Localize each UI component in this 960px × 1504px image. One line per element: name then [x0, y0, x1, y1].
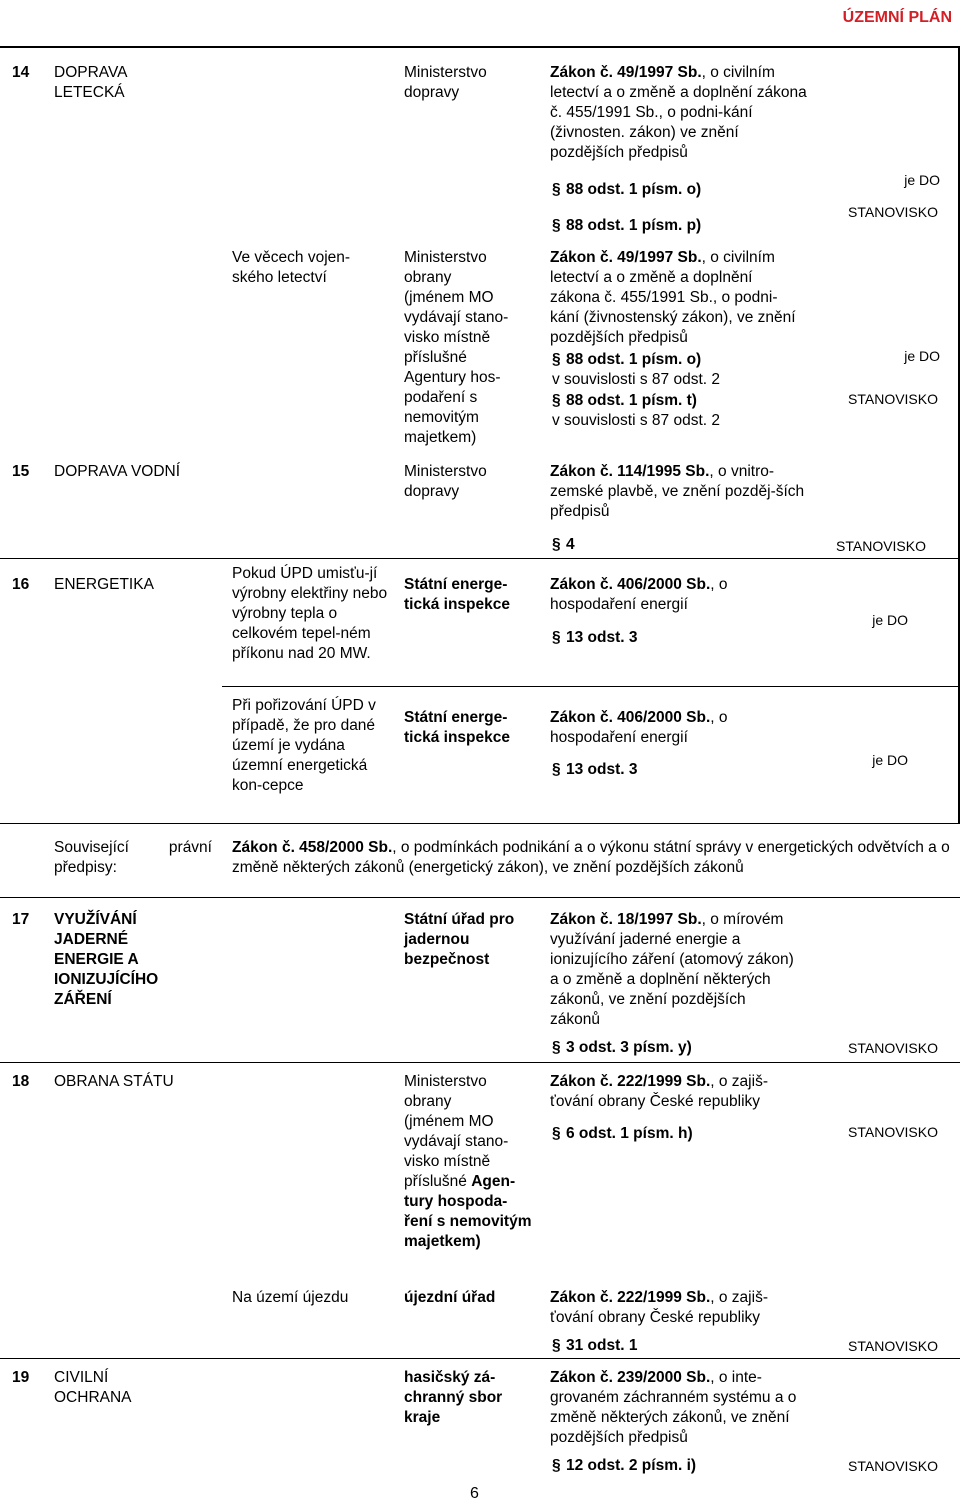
row-14b-authority-line2: obrany — [404, 269, 452, 286]
row-16-top-border — [0, 558, 960, 559]
row-16-law — [550, 575, 780, 615]
row-16-paragraph-1 — [552, 628, 638, 648]
page-number: 6 — [470, 1485, 479, 1502]
related-law-title: Zákon č. 458/2000 Sb. — [232, 839, 393, 856]
row-14b-law-description: , o civilním letectví a o změně a doplnění zákona č. 455/1991 Sb., o podni-kání (živnostenský zákon), ve znění pozdějších předpisů — [550, 249, 796, 346]
row-14-law-title: Zákon č. 49/1997 Sb. — [550, 64, 702, 81]
row-16b-top-border — [222, 686, 958, 687]
related-legislation-label — [54, 838, 212, 878]
row-16-subject: ENERGETIKA — [54, 576, 154, 593]
row-16b-status-je-do: je DO — [872, 752, 908, 768]
row-17-subject: VYUŽÍVÁNÍ JADERNÉ ENERGIE A IONIZUJÍCÍHO ZÁŘENÍ — [54, 911, 159, 1008]
row-15-paragraph-1 — [552, 535, 575, 555]
row-15-number: 15 — [12, 463, 30, 480]
row-18-law-title: Zákon č. 222/1999 Sb. — [550, 1073, 711, 1090]
row-18-authority-line2: obrany — [404, 1093, 452, 1110]
row-18b-authority: újezdní úřad — [404, 1289, 496, 1306]
row-18-law — [550, 1072, 800, 1112]
row-19-authority: hasičský zá-chranný sbor kraje — [404, 1369, 503, 1426]
row-14b-paragraph-2-text: 88 odst. 1 písm. t) — [566, 392, 697, 409]
section-sign: § — [552, 761, 561, 778]
row-15-status-stanovisko: STANOVISKO — [836, 538, 926, 554]
row-14b-law — [550, 248, 800, 348]
row-19-law-description: , o inte-grovaném záchranném systému a o změně některých zákonů, ve znění pozdějších předpisů — [550, 1369, 797, 1446]
row-19-law — [550, 1368, 810, 1448]
row-14-paragraph-2-text: 88 odst. 1 písm. p) — [566, 217, 702, 234]
row-18b-paragraph-1-text: 31 odst. 1 — [566, 1337, 638, 1354]
row-14b-law-title: Zákon č. 49/1997 Sb. — [550, 249, 702, 266]
row-17-number: 17 — [12, 911, 30, 928]
row-14-authority: Ministerstvo dopravy — [404, 64, 487, 101]
row-18b-paragraph-1 — [552, 1336, 638, 1356]
row-14-paragraph-1-text: 88 odst. 1 písm. o) — [566, 181, 702, 198]
row-18-authority-line1: Ministerstvo — [404, 1073, 487, 1090]
row-18b-law-title: Zákon č. 222/1999 Sb. — [550, 1289, 711, 1306]
row-16b-law — [550, 708, 780, 748]
row-17-authority: Státní úřad pro jadernou bezpečnost — [404, 911, 515, 968]
section-sign: § — [552, 351, 561, 368]
related-label-line2: předpisy: — [54, 859, 117, 876]
table-divider-2 — [0, 897, 960, 898]
row-14-paragraph-1 — [552, 180, 701, 200]
row-16-condition: Pokud ÚPD umisťu-jí výrobny elektřiny nebo výrobny tepla o celkovém tepel-ném příkonu nad 20 MW. — [232, 565, 388, 662]
related-label-right: právní — [168, 839, 212, 856]
section-sign: § — [552, 536, 561, 553]
row-19-law-title: Zákon č. 239/2000 Sb. — [550, 1369, 711, 1386]
row-18-number: 18 — [12, 1073, 30, 1090]
row-18-authority-rest — [404, 1112, 534, 1252]
section-sign: § — [552, 629, 561, 646]
row-14b-paragraph-1-text: 88 odst. 1 písm. o) — [566, 351, 702, 368]
row-15-authority: Ministerstvo dopravy — [404, 463, 487, 500]
row-18b-condition: Na území újezdu — [232, 1289, 349, 1306]
row-17-law-description: , o mírovém využívání jaderné energie a ionizujícího záření (atomový zákon) a o změně a doplnění některých zákonů, ve znění pozdějších zákonů — [550, 911, 794, 1028]
row-14-law — [550, 63, 815, 163]
row-18-status-stanovisko: STANOVISKO — [848, 1124, 938, 1140]
row-18-authority-agency: Agen-tury hospoda-ření s nemovitým majetkem) — [404, 1173, 532, 1250]
row-14b-paragraph-2-note: v souvislosti s 87 odst. 2 — [552, 412, 720, 429]
row-14-paragraph-2 — [552, 216, 701, 236]
row-14-number: 14 — [12, 64, 30, 81]
section-sign: § — [552, 1125, 561, 1142]
row-17-law-title: Zákon č. 18/1997 Sb. — [550, 911, 702, 928]
row-19-top-border — [0, 1358, 960, 1359]
row-18-top-border — [0, 1062, 960, 1063]
related-legislation-text — [232, 838, 952, 878]
row-14-status-je-do: je DO — [904, 172, 940, 188]
row-15-law — [550, 462, 810, 522]
row-19-paragraph-1-text: 12 odst. 2 písm. i) — [566, 1457, 697, 1474]
row-14b-status-stanovisko: STANOVISKO — [848, 391, 938, 407]
section-sign: § — [552, 217, 561, 234]
row-14-subject: DOPRAVA LETECKÁ — [54, 64, 127, 101]
row-14-law-description: , o civilním letectví a o změně a doplnění zákona č. 455/1991 Sb., o podni-kání (živnosten. zákon) ve znění pozdějších předpisů — [550, 64, 807, 161]
row-18b-law — [550, 1288, 800, 1328]
row-16b-law-description: , o hospodaření energií — [550, 709, 728, 746]
row-14-status-stanovisko: STANOVISKO — [848, 204, 938, 220]
section-sign: § — [552, 1337, 561, 1354]
row-18-authority — [404, 1072, 534, 1252]
row-16-law-title: Zákon č. 406/2000 Sb. — [550, 576, 711, 593]
row-16-authority: Státní energe-tická inspekce — [404, 576, 510, 613]
table-top-border — [0, 46, 960, 48]
row-16b-paragraph-1-text: 13 odst. 3 — [566, 761, 638, 778]
section-sign: § — [552, 181, 561, 198]
row-14b-status-je-do: je DO — [904, 348, 940, 364]
related-law-description: , o podmínkách podnikání a o výkonu státní správy v energetických odvětvích a o změně některých zákonů (energetický zákon), ve znění pozdějších zákonů — [232, 839, 950, 876]
row-15-law-title: Zákon č. 114/1995 Sb. — [550, 463, 710, 480]
row-18b-status-stanovisko: STANOVISKO — [848, 1338, 938, 1354]
row-17-status-stanovisko: STANOVISKO — [848, 1040, 938, 1056]
row-16b-paragraph-1 — [552, 760, 638, 780]
related-label-left: Související — [54, 839, 129, 856]
document-header-title: ÚZEMNÍ PLÁN — [842, 9, 952, 26]
row-18-paragraph-1 — [552, 1124, 693, 1144]
row-18-authority-rest-text: (jménem MO vydávají stano-visko místně příslušné — [404, 1113, 509, 1190]
section-sign: § — [552, 392, 561, 409]
row-14b-authority-rest: (jménem MO vydávají stano-visko místně příslušné Agentury hos-podaření s nemovitým majetkem) — [404, 289, 509, 446]
row-15-subject: DOPRAVA VODNÍ — [54, 463, 181, 480]
row-16b-authority: Státní energe-tická inspekce — [404, 709, 510, 746]
row-17-law — [550, 910, 795, 1030]
row-14b-authority-line1: Ministerstvo — [404, 249, 487, 266]
row-16-number: 16 — [12, 576, 30, 593]
row-16-law-description: , o hospodaření energií — [550, 576, 728, 613]
table-divider-1 — [0, 823, 960, 824]
row-16b-condition: Při pořizování ÚPD v případě, že pro dané území je vydána územní energetická kon-cepce — [232, 697, 376, 794]
section-sign: § — [552, 1457, 561, 1474]
row-14b-authority — [404, 248, 524, 448]
row-18b-law-description: , o zajiš-ťování obrany České republiky — [550, 1289, 768, 1326]
row-16-paragraph-1-text: 13 odst. 3 — [566, 629, 638, 646]
row-18-law-description: , o zajiš-ťování obrany České republiky — [550, 1073, 768, 1110]
row-19-subject: CIVILNÍ OCHRANA — [54, 1369, 132, 1406]
row-18-subject: OBRANA STÁTU — [54, 1073, 174, 1090]
row-14b-paragraph-1-note: v souvislosti s 87 odst. 2 — [552, 371, 720, 388]
row-17-paragraph-1 — [552, 1038, 692, 1058]
row-14b-paragraph-1 — [552, 350, 701, 370]
row-19-paragraph-1 — [552, 1456, 696, 1476]
row-17-paragraph-1-text: 3 odst. 3 písm. y) — [566, 1039, 692, 1056]
row-16-status-je-do: je DO — [872, 612, 908, 628]
row-18-paragraph-1-text: 6 odst. 1 písm. h) — [566, 1125, 693, 1142]
row-19-number: 19 — [12, 1369, 30, 1386]
row-14b-paragraph-2 — [552, 391, 697, 411]
section-sign: § — [552, 1039, 561, 1056]
row-15-paragraph-1-text: 4 — [566, 536, 575, 553]
row-14b-condition: Ve věcech vojen-ského letectví — [232, 249, 351, 286]
row-19-status-stanovisko: STANOVISKO — [848, 1458, 938, 1474]
row-16b-law-title: Zákon č. 406/2000 Sb. — [550, 709, 711, 726]
row-15-law-description: , o vnitro-zemské plavbě, ve znění pozděj-ších předpisů — [550, 463, 805, 520]
